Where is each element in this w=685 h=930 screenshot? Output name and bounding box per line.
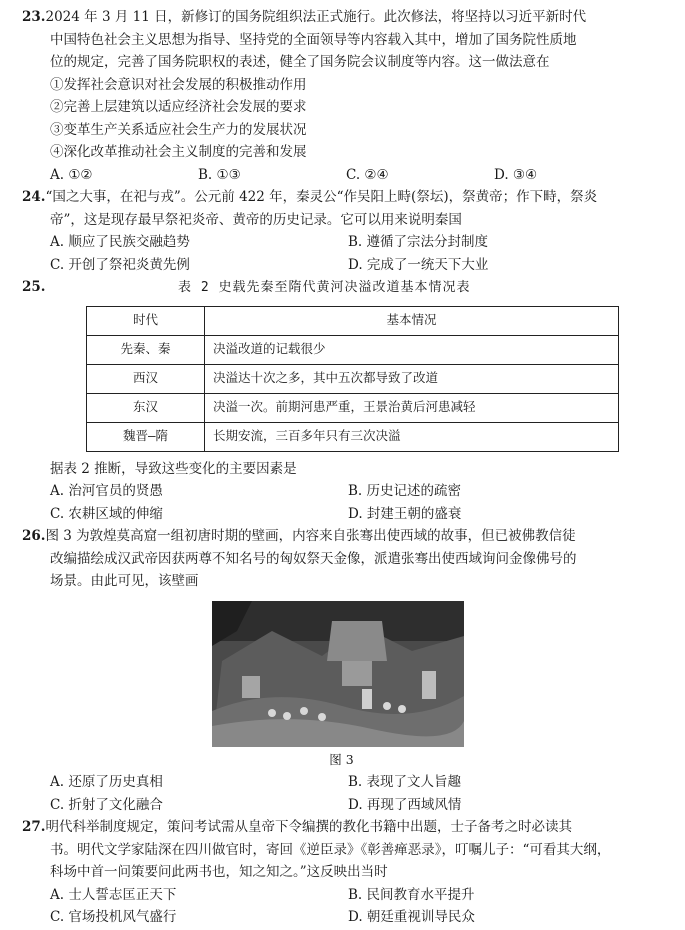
question-stem-line: 27.明代科举制度规定，策问考试需从皇帝下令编撰的教化书籍中出题，士子备考之时必读其 <box>22 819 572 835</box>
question-stem-line: 场景。由此可见，该壁画 <box>50 573 199 589</box>
option-d[interactable]: D. ③④ <box>494 166 538 183</box>
mural-illustration <box>212 601 464 747</box>
answer-options <box>22 884 661 907</box>
table-cell-situation: 决溢改道的记载很少 <box>205 335 619 364</box>
option-b[interactable]: B. 表现了文人旨趣 <box>348 774 462 790</box>
option-d[interactable]: D. 朝廷重视训导民众 <box>348 909 475 925</box>
question-number: 23. <box>22 9 46 25</box>
question-26 <box>22 525 661 816</box>
column-header-era: 时代 <box>87 306 205 335</box>
question-number: 26. <box>22 528 46 544</box>
answer-options <box>22 906 661 929</box>
table-cell-era: 魏晋—隋 <box>87 422 205 451</box>
table-cell-situation: 决溢一次。前期河患严重，王景治黄后河患减轻 <box>205 393 619 422</box>
option-d[interactable]: D. 再现了西域风情 <box>348 796 462 813</box>
option-a[interactable]: A. 还原了历史真相 <box>50 774 163 790</box>
option-a[interactable]: A. 顺应了民族交融趋势 <box>50 234 190 250</box>
question-stem-line: 改编描绘成汉武帝因获两尊不知名号的匈奴祭天金像，派遣张骞出使西域询问金像佛号的 <box>50 550 577 567</box>
table-cell-era: 西汉 <box>87 364 205 393</box>
option-a[interactable]: A. 士人誓志匡正天下 <box>50 886 177 903</box>
answer-options <box>22 254 661 277</box>
column-header-situation: 基本情况 <box>205 306 619 335</box>
option-b[interactable]: B. 遵循了宗法分封制度 <box>348 234 489 250</box>
option-a[interactable]: A. 治河官员的贤愚 <box>50 483 163 499</box>
table-row <box>87 364 619 393</box>
question-stem-line: 据表 2 推断，导致这些变化的主要因素是 <box>50 460 297 477</box>
question-24 <box>22 186 661 276</box>
question-stem-line: 书。明代文学家陆深在四川做官时，寄回《逆臣录》《彰善瘅恶录》，叮嘱儿子：“可看其大纲， <box>50 841 611 858</box>
option-a[interactable]: A. ①② <box>50 166 93 183</box>
question-27 <box>22 816 661 929</box>
option-d[interactable]: D. 完成了一统天下大业 <box>348 256 489 273</box>
answer-options <box>22 480 661 503</box>
question-23 <box>22 6 661 186</box>
question-number: 25. <box>22 279 46 295</box>
history-table <box>86 306 619 452</box>
question-stem-line: 23.2024 年 3 月 11 日，新修订的国务院组织法正式施行。此次修法，将坚持以习近平新时代 <box>22 9 587 25</box>
table-cell-situation: 决溢达十次之多，其中五次都导致了改道 <box>205 364 619 393</box>
statement-item: ②完善上层建筑以适应经济社会发展的要求 <box>50 99 307 115</box>
table-title: 表 2 史载先秦至隋代黄河决溢改道基本情况表 <box>178 280 471 295</box>
option-b[interactable]: B. ①③ <box>198 166 241 183</box>
question-stem-line: 中国特色社会主义思想为指导、坚持党的全面领导等内容载入其中，增加了国务院性质地 <box>50 31 577 48</box>
question-stem-line: 位的规定，完善了国务院职权的表述，健全了国务院会议制度等内容。这一做法意在 <box>50 54 550 70</box>
option-c[interactable]: C. 开创了祭祀炎黄先例 <box>50 256 190 273</box>
question-stem-line: 帝”，这是现存最早祭祀炎帝、黄帝的历史记录。它可以用来说明秦国 <box>50 211 462 228</box>
table-row <box>87 335 619 364</box>
table-cell-era: 东汉 <box>87 393 205 422</box>
table-header-row <box>87 306 619 335</box>
answer-options <box>22 231 661 254</box>
statement-item: ③变革生产关系适应社会生产力的发展状况 <box>50 121 307 138</box>
option-c[interactable]: C. 官场投机风气盛行 <box>50 909 177 925</box>
option-c[interactable]: C. 农耕区域的伸缩 <box>50 505 163 522</box>
statement-item: ①发挥社会意识对社会发展的积极推动作用 <box>50 76 307 93</box>
question-25 <box>22 276 661 525</box>
question-number: 24. <box>22 189 46 205</box>
figure-caption: 图 3 <box>329 751 354 767</box>
table-row <box>87 422 619 451</box>
question-number: 27. <box>22 819 46 835</box>
option-c[interactable]: C. ②④ <box>346 166 389 183</box>
option-d[interactable]: D. 封建王朝的盛衰 <box>348 505 462 522</box>
option-b[interactable]: B. 民间教育水平提升 <box>348 886 475 903</box>
statement-item: ④深化改革推动社会主义制度的完善和发展 <box>50 144 307 160</box>
question-stem-line: 科场中首一问策要问此两书也，知之知之。”这反映出当时 <box>50 864 388 880</box>
table-row <box>87 393 619 422</box>
option-b[interactable]: B. 历史记述的疏密 <box>348 483 462 499</box>
question-stem-line: 26.图 3 为敦煌莫高窟一组初唐时期的壁画，内容来自张骞出使西域的故事，但已被佛教信徒 <box>22 528 576 544</box>
table-cell-era: 先秦、秦 <box>87 335 205 364</box>
question-stem-line: 24.“国之大事，在祀与戎”。公元前 422 年，秦灵公“作吴阳上畤(祭坛)，祭黄帝；作下畤，祭炎 <box>22 189 598 205</box>
option-c[interactable]: C. 折射了文化融合 <box>50 796 163 813</box>
answer-options <box>22 503 661 526</box>
answer-options <box>22 794 661 817</box>
mural-image <box>212 601 464 747</box>
table-title-line <box>22 276 661 300</box>
answer-options <box>22 164 661 187</box>
answer-options <box>22 771 661 794</box>
table-cell-situation: 长期安流，三百多年只有三次决溢 <box>205 422 619 451</box>
